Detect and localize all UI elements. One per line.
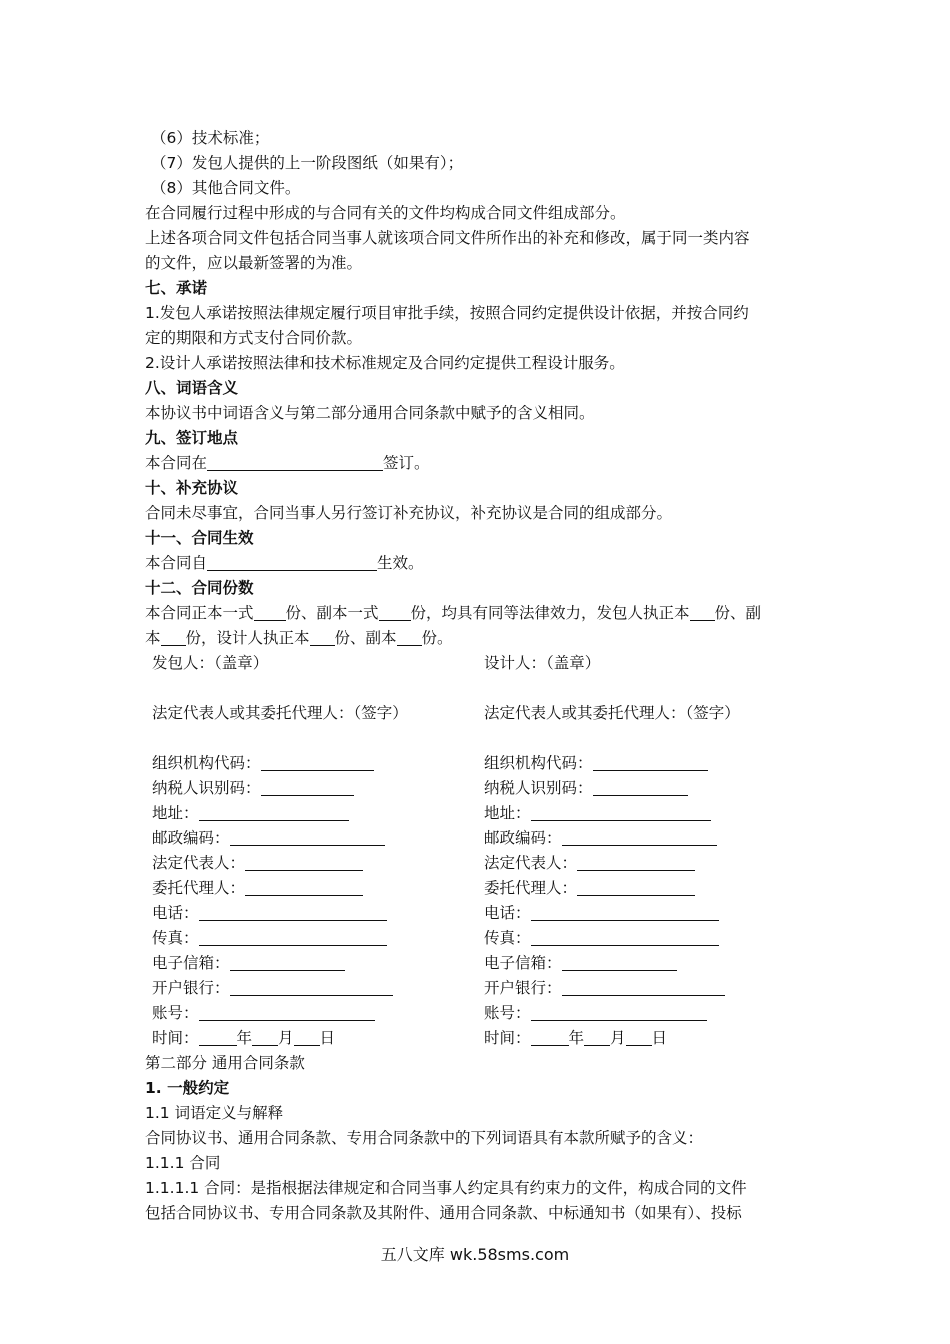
postcode-row [145, 826, 810, 851]
blank-field[interactable] [254, 604, 286, 621]
label: 月 [610, 1029, 626, 1047]
label: 账号： [152, 1004, 199, 1022]
signing-place-line [145, 451, 810, 476]
bank-row [145, 976, 810, 1001]
list-item: （6）技术标准； [151, 129, 270, 147]
label: 本 [145, 629, 161, 647]
client-phone-field[interactable] [199, 904, 387, 921]
designer-agent-field[interactable] [577, 879, 695, 896]
designer-day-field[interactable] [626, 1029, 652, 1046]
agent-row [145, 876, 810, 901]
section-heading: 八、词语含义 [145, 379, 239, 397]
effective-line [145, 551, 810, 576]
label: 生效。 [377, 554, 424, 572]
designer-account-field[interactable] [531, 1004, 707, 1021]
label: 本合同在 [145, 454, 208, 472]
list-item: （7）发包人提供的上一阶段图纸（如果有）； [151, 154, 464, 172]
label: 开户银行： [484, 979, 562, 997]
label: 地址： [152, 804, 199, 822]
label: 时间： [484, 1029, 531, 1047]
label: 纳税人识别码： [484, 779, 593, 797]
time-row [145, 1026, 810, 1051]
label: 月 [278, 1029, 294, 1047]
label: 份、副本 [334, 629, 397, 647]
client-tax-id-field[interactable] [261, 779, 354, 796]
designer-rep-label: 法定代表人或其委托代理人：（签字） [484, 704, 740, 722]
client-postcode-field[interactable] [230, 829, 385, 846]
designer-month-field[interactable] [584, 1029, 610, 1046]
label: 地址： [484, 804, 531, 822]
client-bank-field[interactable] [230, 979, 393, 996]
client-legal-rep-field[interactable] [245, 854, 363, 871]
label: 传真： [484, 929, 531, 947]
label: 本合同正本一式 [145, 604, 254, 622]
client-fax-field[interactable] [199, 929, 387, 946]
subsection-heading: 1.1 词语定义与解释 [145, 1104, 284, 1122]
label: 日 [319, 1029, 336, 1047]
label: 委托代理人： [152, 879, 246, 897]
section-heading: 十、补充协议 [145, 479, 239, 497]
paragraph: 合同协议书、通用合同条款、专用合同条款中的下列词语具有本款所赋予的含义： [145, 1129, 704, 1147]
designer-fax-field[interactable] [531, 929, 719, 946]
label: 电话： [152, 904, 199, 922]
label: 年 [568, 1029, 585, 1047]
document-body [145, 126, 810, 1226]
label: 组织机构代码： [484, 754, 593, 772]
designer-phone-field[interactable] [531, 904, 719, 921]
tax-id-row [145, 776, 810, 801]
list-item: （8）其他合同文件。 [151, 179, 301, 197]
designer-year-field[interactable] [531, 1029, 569, 1046]
paragraph: 1.发包人承诺按照法律规定履行项目审批手续，按照合同约定提供设计依据，并按合同约 [145, 304, 749, 322]
label: 份，均具有同等法律效力，发包人执正本 [410, 604, 690, 622]
label: 法定代表人： [484, 854, 578, 872]
paragraph: 在合同履行过程中形成的与合同有关的文件均构成合同文件组成部分。 [145, 204, 626, 222]
paragraph: 的文件，应以最新签署的为准。 [145, 254, 363, 272]
paragraph: 定的期限和方式支付合同价款。 [145, 329, 363, 347]
designer-email-field[interactable] [562, 954, 677, 971]
org-code-row [145, 751, 810, 776]
paragraph: 本协议书中词语含义与第二部分通用合同条款中赋予的含义相同。 [145, 404, 595, 422]
paragraph: 上述各项合同文件包括合同当事人就该项合同文件所作出的补充和修改，属于同一类内容 [145, 229, 750, 247]
copies-line [145, 626, 810, 651]
designer-tax-id-field[interactable] [593, 779, 688, 796]
paragraph: 包括合同协议书、专用合同条款及其附件、通用合同条款、中标通知书（如果有）、投标 [145, 1204, 742, 1222]
label: 邮政编码： [152, 829, 230, 847]
designer-bank-field[interactable] [562, 979, 725, 996]
client-address-field[interactable] [199, 804, 349, 821]
label: 年 [236, 1029, 253, 1047]
fax-row [145, 926, 810, 951]
designer-org-code-field[interactable] [593, 754, 708, 771]
paragraph: 1.1.1.1 合同：是指根据法律规定和合同当事人约定具有约束力的文件，构成合同的文件 [145, 1179, 747, 1197]
client-year-field[interactable] [199, 1029, 237, 1046]
blank-field[interactable] [207, 554, 377, 571]
section-heading: 1. 一般约定 [145, 1079, 230, 1097]
section-heading: 九、签订地点 [145, 429, 239, 447]
section-heading: 七、承诺 [145, 279, 208, 297]
client-email-field[interactable] [230, 954, 345, 971]
client-rep-label: 法定代表人或其委托代理人：（签字） [152, 704, 408, 722]
label: 本合同自 [145, 554, 208, 572]
label: 时间： [152, 1029, 199, 1047]
legal-rep-row [145, 851, 810, 876]
paragraph: 2.设计人承诺按照法律和技术标准规定及合同约定提供工程设计服务。 [145, 354, 625, 372]
signature-party-row [145, 651, 810, 676]
label: 开户银行： [152, 979, 230, 997]
label: 电子信箱： [484, 954, 562, 972]
blank-field[interactable] [379, 604, 411, 621]
designer-seal-label: 设计人：（盖章） [484, 654, 601, 672]
email-row [145, 951, 810, 976]
paragraph: 合同未尽事宜，合同当事人另行签订补充协议，补充协议是合同的组成部分。 [145, 504, 673, 522]
label: 电子信箱： [152, 954, 230, 972]
label: 邮政编码： [484, 829, 562, 847]
subsection-heading: 1.1.1 合同 [145, 1154, 221, 1172]
signature-rep-row [145, 701, 810, 726]
label: 份。 [421, 629, 453, 647]
client-agent-field[interactable] [245, 879, 363, 896]
blank-field[interactable] [397, 629, 422, 646]
client-org-code-field[interactable] [261, 754, 374, 771]
label: 日 [651, 1029, 668, 1047]
blank-field[interactable] [207, 454, 383, 471]
label: 账号： [484, 1004, 531, 1022]
label: 法定代表人： [152, 854, 246, 872]
label: 委托代理人： [484, 879, 578, 897]
phone-row [145, 901, 810, 926]
account-row [145, 1001, 810, 1026]
blank-field[interactable] [161, 629, 186, 646]
section-heading: 十一、合同生效 [145, 529, 254, 547]
section-heading: 十二、合同份数 [145, 579, 254, 597]
address-row [145, 801, 810, 826]
client-account-field[interactable] [199, 1004, 375, 1021]
label: 份、副本一式 [285, 604, 379, 622]
footer-watermark: 五八文库 wk.58sms.com [380, 1245, 570, 1264]
part-title: 第二部分 通用合同条款 [145, 1054, 305, 1072]
copies-line [145, 601, 810, 626]
blank-field[interactable] [310, 629, 335, 646]
label: 份、副 [714, 604, 762, 622]
client-seal-label: 发包人：（盖章） [152, 654, 269, 672]
label: 组织机构代码： [152, 754, 261, 772]
label: 份，设计人执正本 [185, 629, 310, 647]
designer-legal-rep-field[interactable] [577, 854, 695, 871]
client-month-field[interactable] [252, 1029, 278, 1046]
designer-postcode-field[interactable] [562, 829, 717, 846]
designer-address-field[interactable] [531, 804, 711, 821]
client-day-field[interactable] [294, 1029, 320, 1046]
label: 传真： [152, 929, 199, 947]
label: 签订。 [383, 454, 430, 472]
label: 纳税人识别码： [152, 779, 261, 797]
blank-field[interactable] [690, 604, 715, 621]
label: 电话： [484, 904, 531, 922]
